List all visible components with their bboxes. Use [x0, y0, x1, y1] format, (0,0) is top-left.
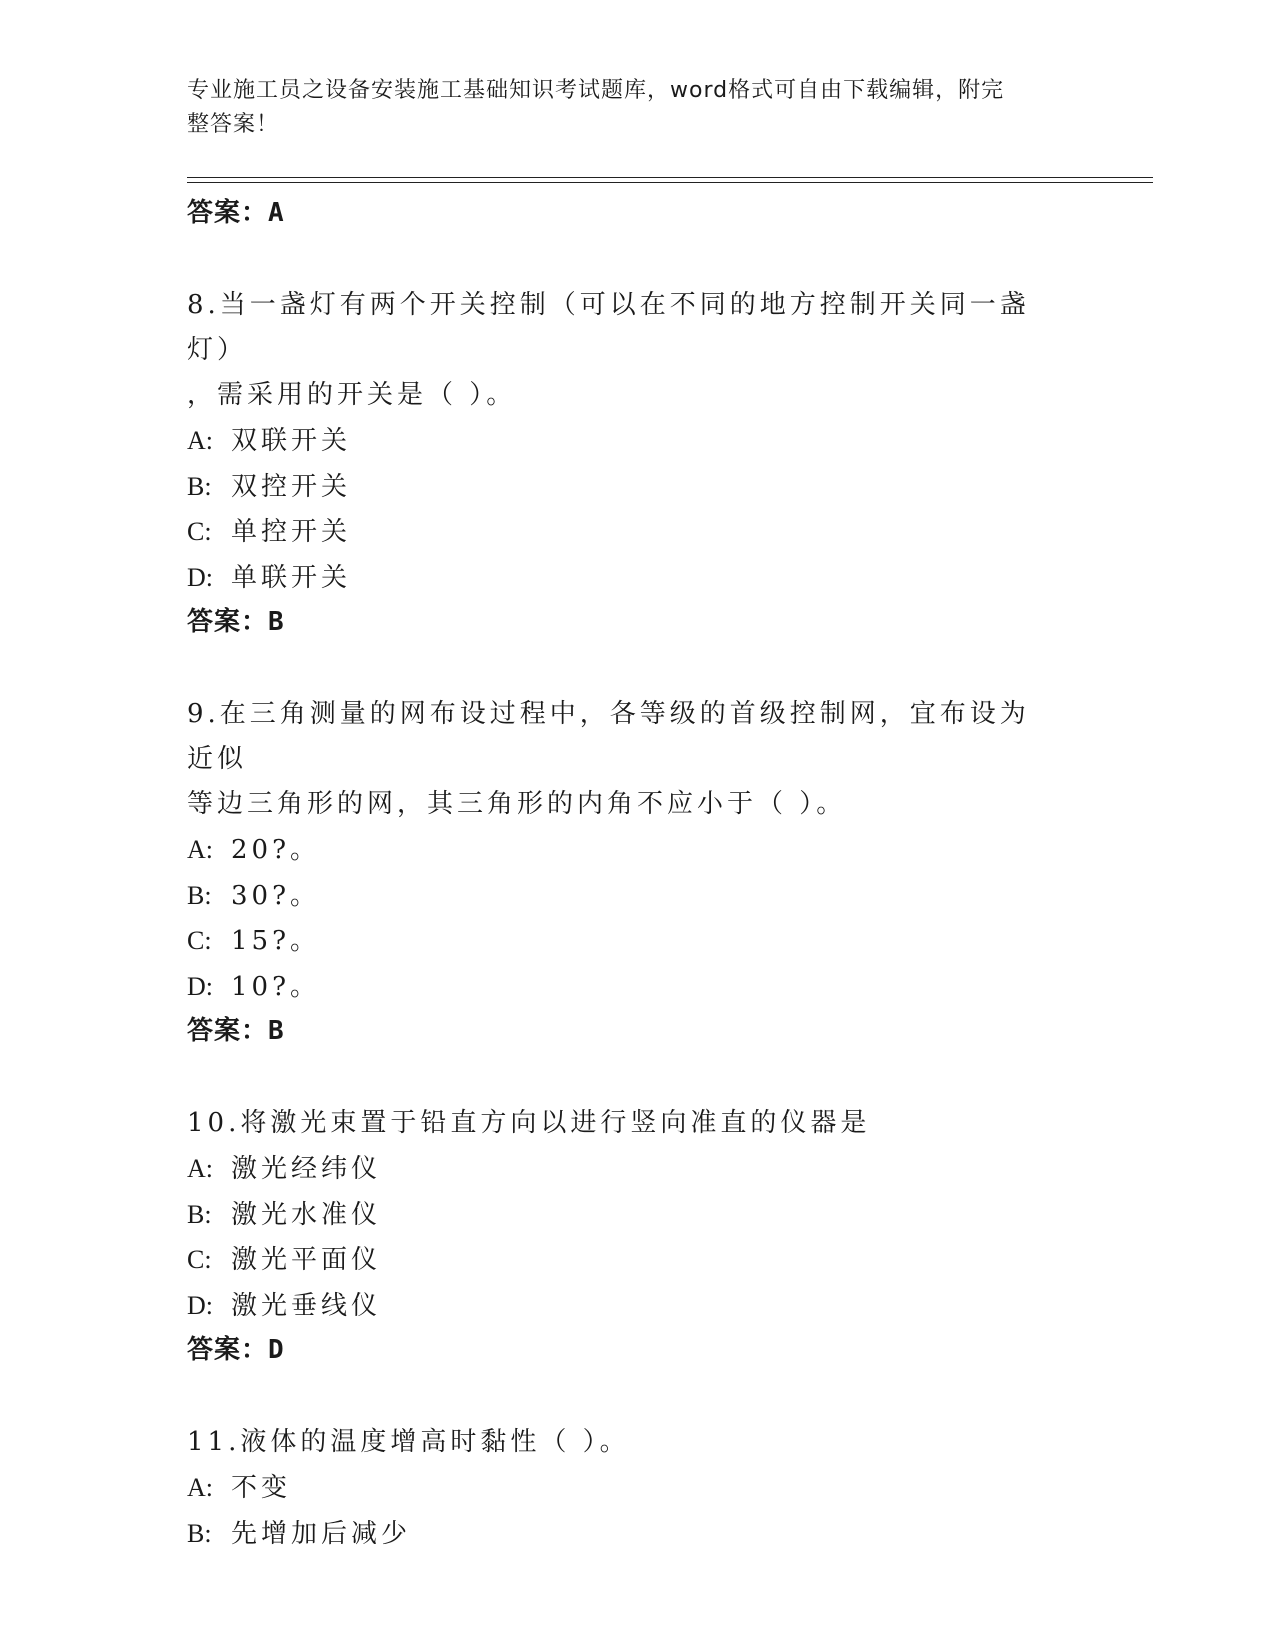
option-text: 不变: [231, 1473, 292, 1503]
question-text-line: 9.在三角测量的网布设过程中，各等级的首级控制网，宜布设为近似: [187, 699, 1030, 774]
option-c: [187, 918, 1147, 964]
answer-line: [187, 1328, 1147, 1372]
option-text: 激光平面仪: [231, 1245, 382, 1275]
question-11: [187, 1420, 1147, 1556]
option-letter: B:: [187, 1518, 212, 1548]
option-text: 单联开关: [231, 562, 352, 593]
option-letter: C:: [187, 517, 212, 546]
question-text-line: 11.液体的温度增高时黏性（ ）。: [187, 1427, 630, 1457]
option-d: [187, 1283, 1147, 1329]
header-line-1: 专业施工员之设备安装施工基础知识考试题库，word格式可自由下载编辑，附完: [187, 78, 1005, 103]
option-a: [187, 1146, 1147, 1192]
document-header: [187, 74, 1087, 142]
question-text-line: 8.当一盏灯有两个开关控制（可以在不同的地方控制开关同一盏灯）: [187, 290, 1030, 365]
option-text: 激光经纬仪: [231, 1154, 382, 1184]
option-text: 激光水准仪: [231, 1199, 382, 1230]
option-text: 先增加后减少: [231, 1518, 412, 1549]
option-d: [187, 964, 1147, 1010]
question-9: [187, 692, 1147, 1053]
header-divider-bottom: [187, 182, 1153, 183]
option-text: 30?。: [231, 880, 321, 911]
answer-label: 答案：: [187, 198, 269, 228]
option-letter: B:: [187, 880, 212, 910]
answer-value: B: [268, 607, 285, 637]
option-text: 激光垂线仪: [231, 1290, 382, 1321]
option-a: [187, 418, 1147, 464]
option-letter: B:: [187, 471, 212, 501]
option-b: [187, 464, 1147, 510]
option-letter: A:: [187, 1154, 213, 1183]
option-text: 单控开关: [231, 517, 352, 547]
option-text: 双联开关: [231, 426, 352, 456]
option-a: [187, 1465, 1147, 1511]
option-c: [187, 1237, 1147, 1283]
answer-label: 答案：: [187, 607, 269, 637]
question-text: [187, 1101, 1057, 1146]
option-letter: D:: [187, 562, 213, 592]
option-letter: C:: [187, 1245, 212, 1274]
question-8: [187, 283, 1147, 644]
question-text: [187, 1420, 1057, 1465]
option-b: [187, 1511, 1147, 1557]
option-letter: A:: [187, 835, 213, 864]
question-text-line: 等边三角形的网，其三角形的内角不应小于（ ）。: [187, 789, 847, 819]
answer-label: 答案：: [187, 1016, 269, 1046]
option-c: [187, 509, 1147, 555]
answer-label: 答案：: [187, 1335, 269, 1365]
option-b: [187, 1192, 1147, 1238]
option-b: [187, 873, 1147, 919]
option-letter: C:: [187, 926, 212, 955]
option-letter: D:: [187, 971, 213, 1001]
question-text: [187, 692, 1057, 827]
option-letter: A:: [187, 1473, 213, 1502]
answer-value: A: [268, 198, 285, 228]
option-text: 15?。: [231, 926, 321, 956]
header-divider-top: [187, 177, 1153, 178]
option-letter: A:: [187, 426, 213, 455]
answer-value: D: [268, 1335, 285, 1365]
option-text: 20?。: [231, 835, 321, 865]
option-text: 10?。: [231, 971, 321, 1002]
option-text: 双控开关: [231, 471, 352, 502]
question-text-line: 10.将激光束置于铅直方向以进行竖向准直的仪器是: [187, 1108, 871, 1138]
question-list: [187, 191, 1147, 1556]
option-letter: B:: [187, 1199, 212, 1229]
option-a: [187, 827, 1147, 873]
question-text-line: ，需采用的开关是（ ）。: [187, 380, 517, 410]
answer-line: [187, 600, 1147, 644]
header-line-2: 整答案！: [187, 112, 280, 137]
question-10: [187, 1101, 1147, 1372]
answer-line: [187, 1009, 1147, 1053]
answer-line: [187, 191, 1147, 235]
option-d: [187, 555, 1147, 601]
option-letter: D:: [187, 1290, 213, 1320]
answer-value: B: [268, 1016, 285, 1046]
question-text: [187, 283, 1057, 418]
